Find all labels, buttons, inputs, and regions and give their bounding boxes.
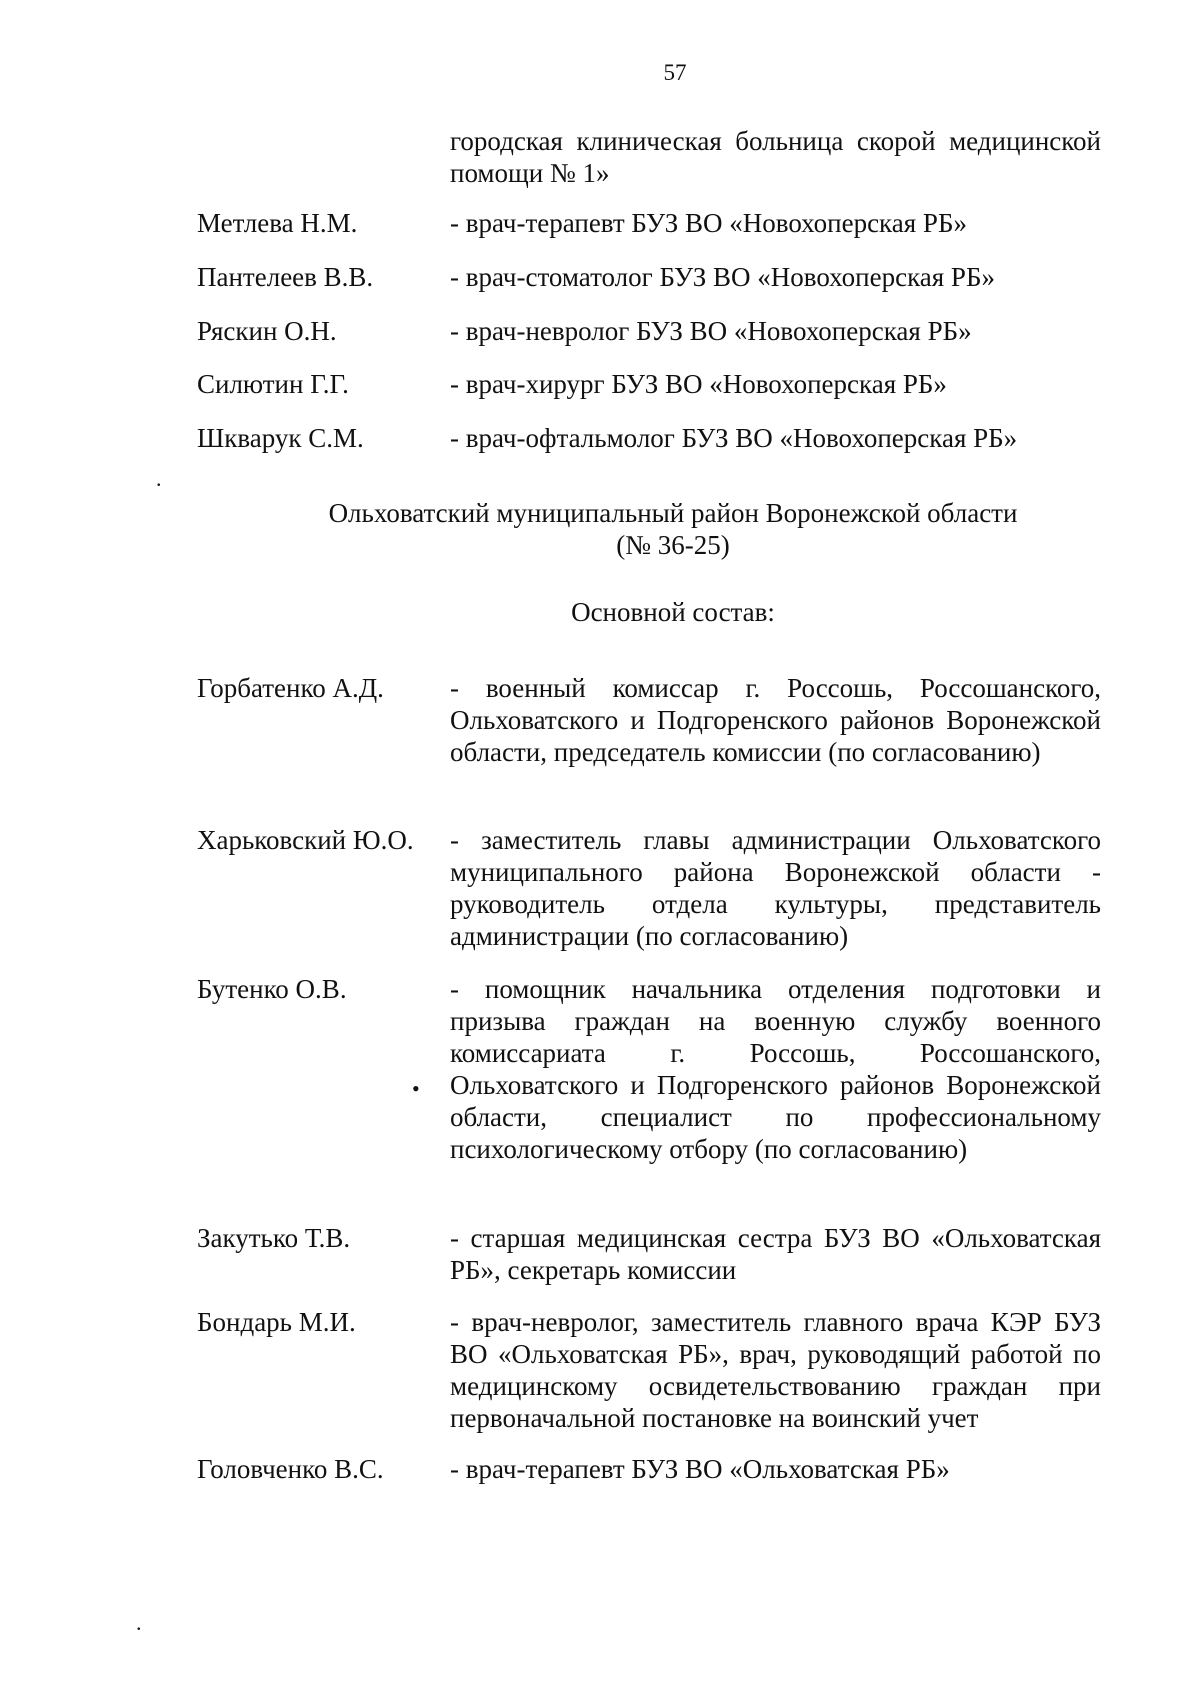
member-role: - заместитель главы администрации Ольховатского муниципального района Воронежской области - руководитель отдела культуры, представитель администрации (по согласованию) — [450, 825, 1101, 951]
member-name: Силютин Г.Г. — [197, 369, 349, 399]
member-name: Метлева Н.М. — [197, 208, 358, 238]
member-name: Закутько Т.В. — [197, 1223, 351, 1253]
member-role: - врач-невролог БУЗ ВО «Новохоперская РБ» — [450, 316, 972, 346]
member-name: Пантелеев В.В. — [197, 262, 374, 292]
page-number: 57 — [663, 60, 687, 85]
member-role: - помощник начальника отделения подготовки и призыва граждан на военную службу военного комиссариата г. Россошь, Россошанского, Ольховатского и Подгоренского районов Воронежской области, специалист по профессиональному психологическому отбору (по согласованию) — [450, 974, 1101, 1164]
section-title: Ольховатский муниципальный район Воронежской области — [328, 498, 1018, 528]
section-code: (№ 36-25) — [616, 530, 730, 560]
member-role: - врач-невролог, заместитель главного врача КЭР БУЗ ВО «Ольховатская РБ», врач, руководящий работой по медицинскому освидетельствованию граждан при первоначальной постановке на воинский учет — [450, 1307, 1101, 1433]
scan-speck: . — [136, 1610, 142, 1635]
member-role: - врач-офтальмолог БУЗ ВО «Новохоперская РБ» — [450, 423, 1018, 453]
member-role: - старшая медицинская сестра БУЗ ВО «Ольховатская РБ», секретарь комиссии — [450, 1223, 1101, 1285]
member-name: Шкварук С.М. — [197, 423, 364, 453]
member-name: Бондарь М.И. — [197, 1307, 356, 1337]
member-role: - врач-терапевт БУЗ ВО «Новохоперская РБ» — [450, 208, 967, 238]
scan-speck: . — [156, 466, 162, 491]
member-role: - врач-хирург БУЗ ВО «Новохоперская РБ» — [450, 369, 947, 399]
scan-speck: • — [412, 1076, 420, 1101]
member-role: - врач-стоматолог БУЗ ВО «Новохоперская РБ» — [450, 262, 995, 292]
section-subtitle: Основной состав: — [571, 597, 775, 627]
member-name: Головченко В.С. — [197, 1454, 384, 1484]
member-name: Харьковский Ю.О. — [197, 825, 414, 855]
member-name: Горбатенко А.Д. — [197, 673, 384, 703]
member-name: Ряскин О.Н. — [197, 316, 337, 346]
member-name: Бутенко О.В. — [197, 974, 347, 1004]
member-role: - врач-терапевт БУЗ ВО «Ольховатская РБ» — [450, 1454, 950, 1484]
member-role: - военный комиссар г. Россошь, Россошанского, Ольховатского и Подгоренского районов Воронежской области, председатель комиссии (по согласованию) — [450, 673, 1101, 767]
continuation-text: городская клиническая больница скорой медицинской помощи № 1» — [450, 126, 1101, 188]
